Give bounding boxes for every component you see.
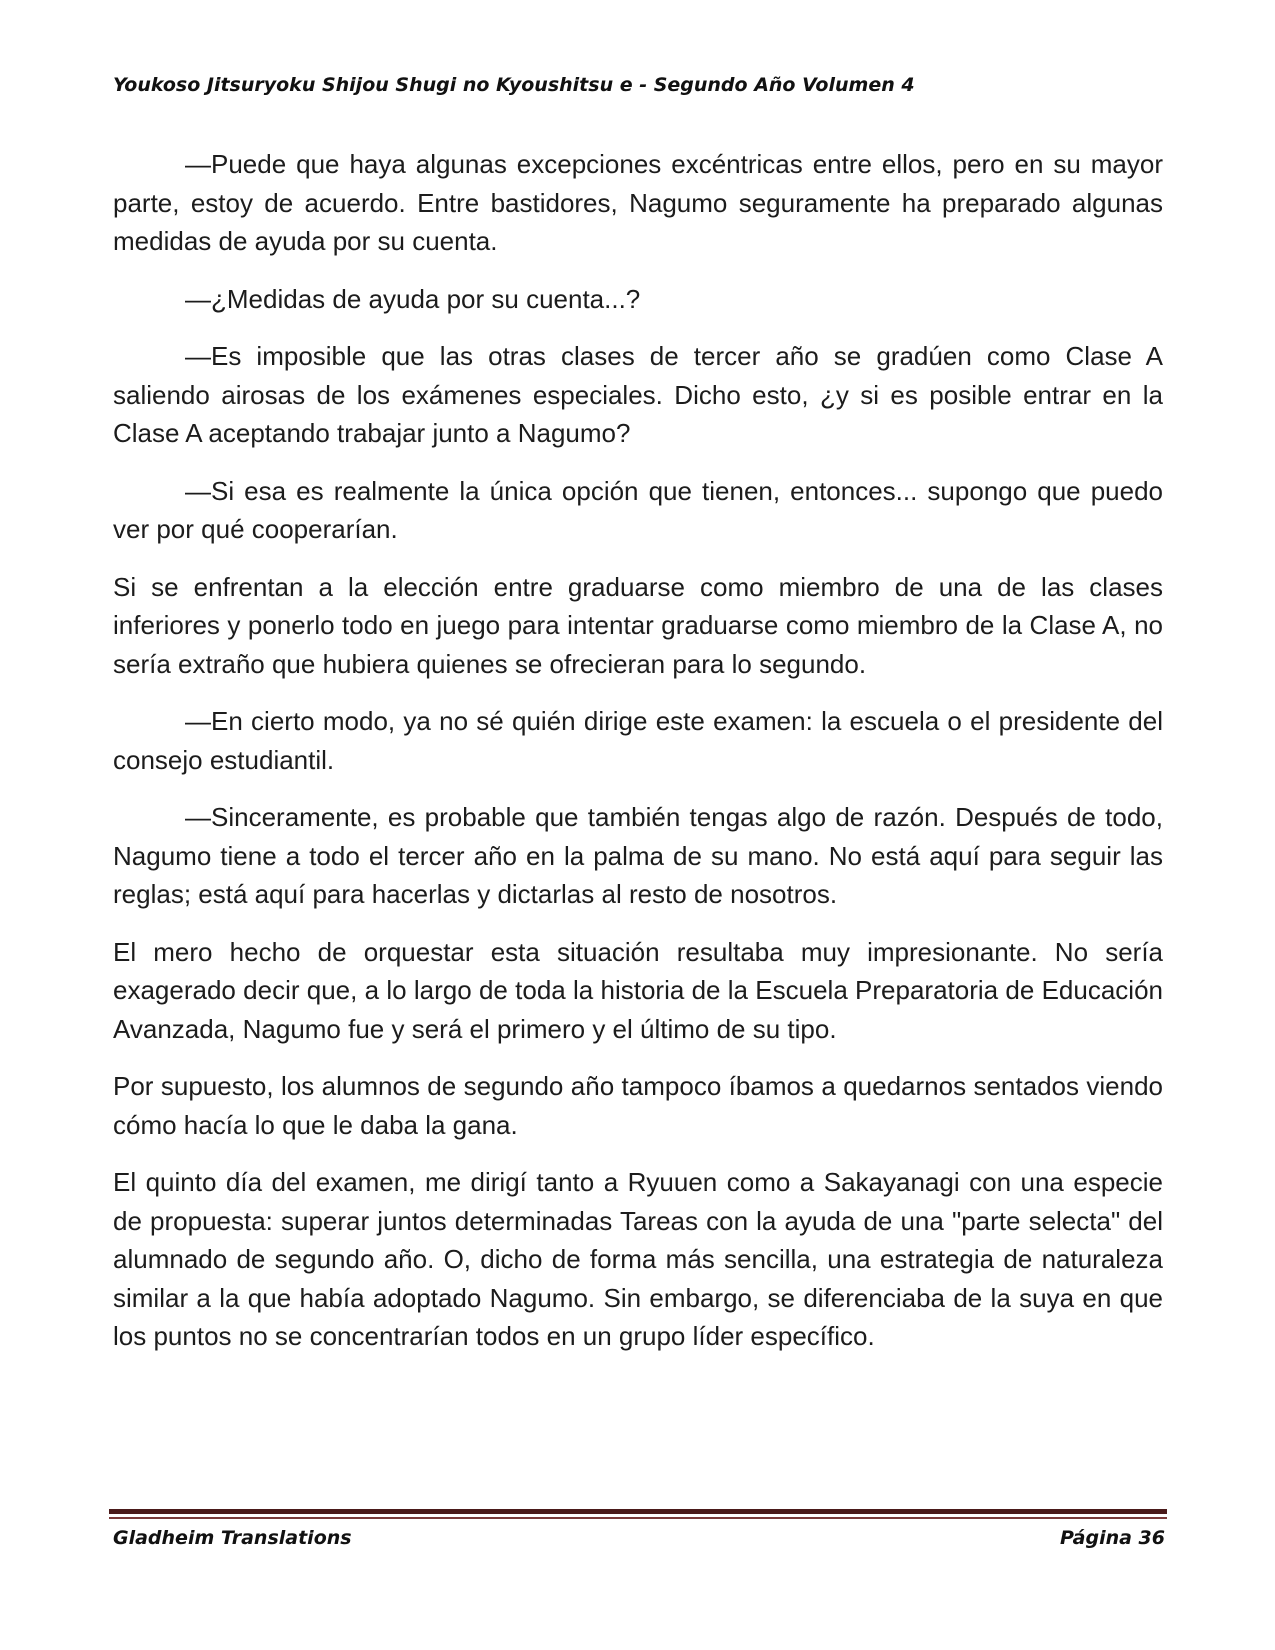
- paragraph: —Sinceramente, es probable que también tengas algo de razón. Después de todo, Nagumo tiene a todo el tercer año en la palma de su mano. No está aquí para seguir las reglas; está aquí para hacerlas y dictarlas al resto de nosotros.: [113, 802, 1163, 909]
- paragraph: Si se enfrentan a la elección entre graduarse como miembro de una de las clases inferiores y ponerlo todo en juego para intentar graduarse como miembro de la Clase A, no sería extraño que hubiera quienes se ofrecieran para lo segundo.: [113, 571, 1163, 679]
- footer-divider: [109, 1509, 1167, 1521]
- paragraph: El mero hecho de orquestar esta situación resultaba muy impresionante. No sería exagerado decir que, a lo largo de toda la historia de la Escuela Preparatoria de Educación Avanzada, Nagumo fue y será el primero y el último de su tipo.: [113, 936, 1163, 1044]
- footer-page-number: Página 36: [1059, 1527, 1165, 1549]
- paragraph: —En cierto modo, ya no sé quién dirige este examen: la escuela o el presidente del consejo estudiantil.: [113, 706, 1163, 775]
- paragraph: —Si esa es realmente la única opción que tienen, entonces... supongo que puedo ver por qué cooperarían.: [113, 475, 1163, 544]
- paragraph: —Es imposible que las otras clases de tercer año se gradúen como Clase A saliendo airosas de los exámenes especiales. Dicho esto, ¿y si es posible entrar en la Clase A aceptando trabajar junto a Nagumo?: [113, 341, 1163, 448]
- paragraph: —¿Medidas de ayuda por su cuenta...?: [185, 283, 641, 314]
- page-body: [113, 145, 1163, 1375]
- footer-translator-name: Gladheim Translations: [113, 1527, 352, 1549]
- paragraph: El quinto día del examen, me dirigí tanto a Ryuuen como a Sakayanagi con una especie de propuesta: superar juntos determinadas Tareas con la ayuda de una "parte selecta" del alumnado de segundo año. O, dicho de forma más sencilla, una estrategia de naturaleza similar a la que había adoptado Nagumo. Sin embargo, se diferenciaba de la suya en que los puntos no se concentrarían todos en un grupo líder específico.: [113, 1167, 1163, 1351]
- footer-divider-thick-line: [109, 1509, 1167, 1514]
- paragraph: Por supuesto, los alumnos de segundo año tampoco íbamos a quedarnos sentados viendo cómo hacía lo que le daba la gana.: [113, 1071, 1163, 1140]
- footer-divider-thin-line: [109, 1517, 1167, 1519]
- paragraph: —Puede que haya algunas excepciones excéntricas entre ellos, pero en su mayor parte, estoy de acuerdo. Entre bastidores, Nagumo seguramente ha preparado algunas medidas de ayuda por su cuenta.: [113, 149, 1163, 256]
- page-header-title: Youkoso Jitsuryoku Shijou Shugi no Kyoushitsu e - Segundo Año Volumen 4: [113, 74, 915, 96]
